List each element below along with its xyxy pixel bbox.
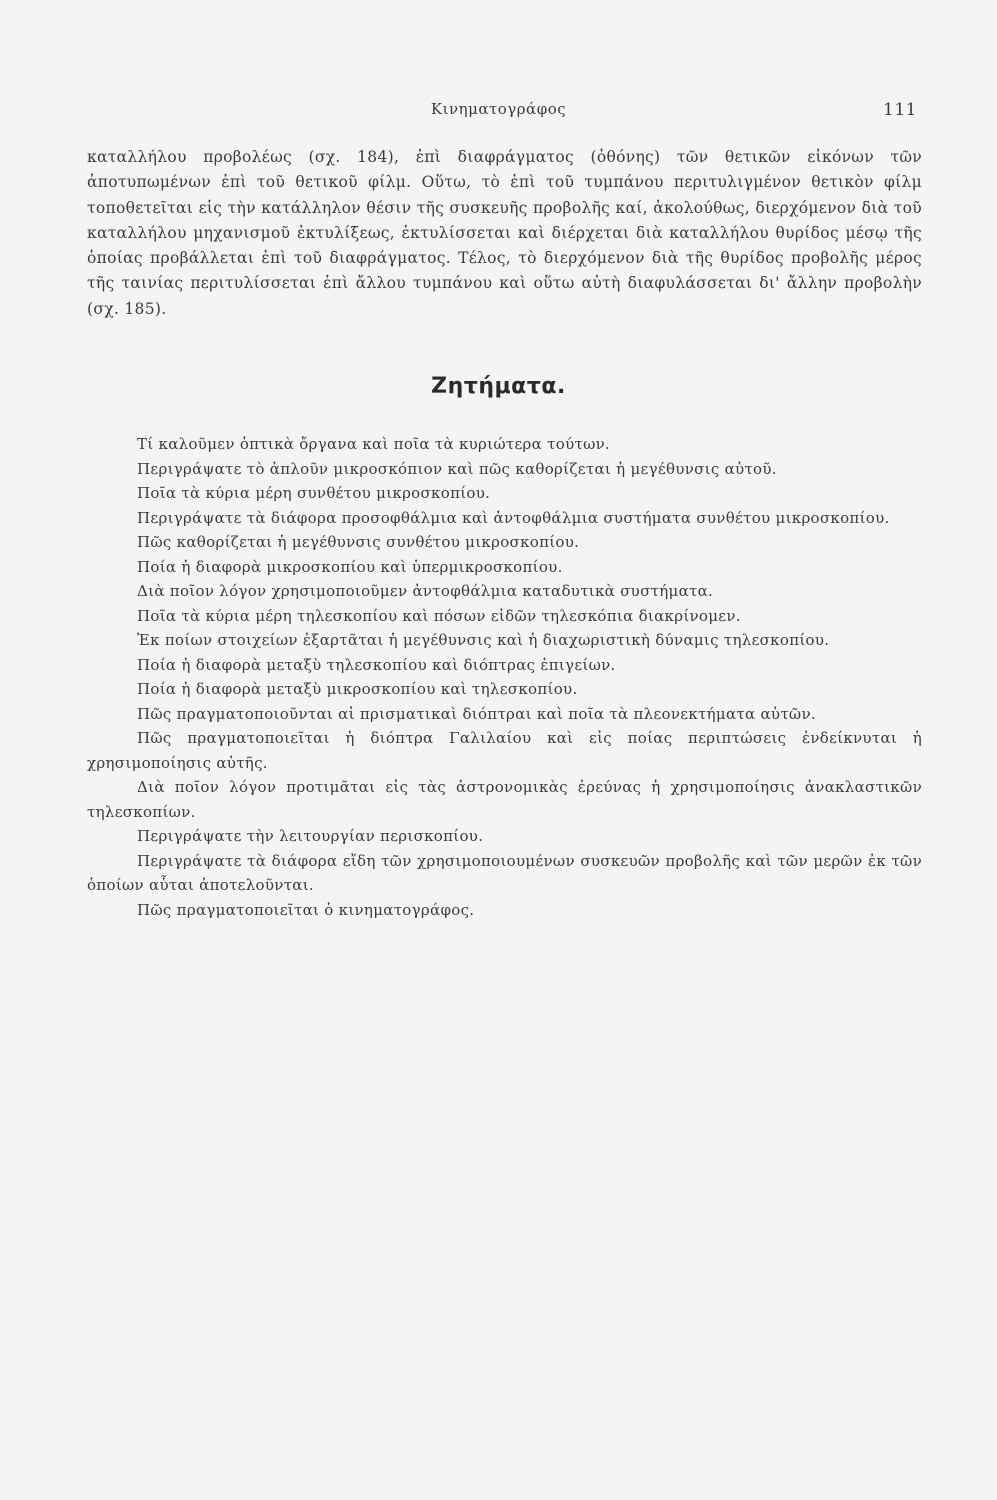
question-item: Περιγράψατε τὰ διάφορα εἴδη τῶν χρησιμοποιουμένων συσκευῶν προβολῆς καὶ τῶν μερῶν ἐκ τῶν ὁποίων αὗται ἀποτελοῦνται. (87, 851, 922, 894)
question-item: Περιγράψατε τὸ ἁπλοῦν μικροσκόπιον καὶ πῶς καθορίζεται ἡ μεγέθυνσις αὐτοῦ. (137, 459, 777, 478)
question-item: Ποία ἡ διαφορὰ μικροσκοπίου καὶ ὑπερμικροσκοπίου. (137, 557, 563, 576)
question-item: Διὰ ποῖον λόγον χρησιμοποιοῦμεν ἀντοφθάλμια καταδυτικὰ συστήματα. (137, 582, 714, 600)
question-item: Ποία ἡ διαφορὰ μεταξὺ τηλεσκοπίου καὶ διόπτρας ἐπιγείων. (137, 655, 616, 674)
running-title: Κινηματογράφος (430, 100, 567, 118)
questions-list (87, 432, 922, 922)
question-item: Πῶς πραγματοποιεῖται ὁ κινηματογράφος. (137, 900, 475, 919)
question-item: Πῶς πραγματοποιεῖται ἡ διόπτρα Γαλιλαίου καὶ εἰς ποίας περιπτώσεις ἐνδείκνυται ἡ χρησιμοποίησις αὐτῆς. (87, 729, 922, 772)
section-heading: Ζητήματα. (431, 374, 566, 399)
question-item: Περιγράψατε τὴν λειτουργίαν περισκοπίου. (137, 827, 484, 845)
question-item: Ἐκ ποίων στοιχείων ἐξαρτᾶται ἡ μεγέθυνσις καὶ ἡ διαχωριστικὴ δύναμις τηλεσκοπίου. (137, 631, 830, 649)
question-item: Ποία ἡ διαφορὰ μεταξὺ μικροσκοπίου καὶ τηλεσκοπίου. (137, 680, 578, 698)
question-item: Διὰ ποῖον λόγον προτιμᾶται εἰς τὰς ἀστρονομικὰς ἐρεύνας ἡ χρησιμοποίησις ἀνακλαστικῶν τηλεσκοπίων. (87, 778, 922, 821)
question-item: Ποῖα τὰ κύρια μέρη συνθέτου μικροσκοπίου. (137, 484, 491, 502)
question-item: Ποῖα τὰ κύρια μέρη τηλεσκοπίου καὶ πόσων εἰδῶν τηλεσκόπια διακρίνομεν. (137, 606, 741, 625)
body-paragraph: καταλλήλου προβολέως (σχ. 184), ἐπὶ διαφράγματος (ὀθόνης) τῶν θετικῶν εἰκόνων τῶν ἀποτυπωμένων ἐπὶ τοῦ θετικοῦ φίλμ. Οὕτω, τὸ ἐπὶ τοῦ τυμπάνου περιτυλιγμένον θετικὸν φίλμ τοποθετεῖται εἰς τὴν κατάλληλον θέσιν τῆς συσκευῆς προβολῆς καί, ἀκολούθως, διερχόμενον διὰ τοῦ καταλλήλου μηχανισμοῦ ἐκτυλίξεως, ἐκτυλίσσεται καὶ διέρχεται διὰ καταλλήλου θυρίδος μέσῳ τῆς ὁποίας προβάλλεται ἐπὶ τοῦ διαφράγματος. Τέλος, τὸ διερχόμενον διὰ τῆς θυρίδος προβολῆς μέρος τῆς ταινίας περιτυλίσσεται ἐπὶ ἄλλου τυμπάνου καὶ οὕτω αὐτὴ διαφυλάσσεται δι' ἄλλην προβολὴν (σχ. 185). (87, 148, 922, 318)
question-item: Πῶς καθορίζεται ἡ μεγέθυνσις συνθέτου μικροσκοπίου. (137, 533, 580, 551)
question-item: Τί καλοῦμεν ὀπτικὰ ὄργανα καὶ ποῖα τὰ κυριώτερα τούτων. (137, 435, 611, 453)
question-item: Πῶς πραγματοποιοῦνται αἱ πρισματικαὶ διόπτραι καὶ ποῖα τὰ πλεονεκτήματα αὐτῶν. (137, 704, 816, 723)
page-number: 111 (883, 100, 917, 120)
question-item: Περιγράψατε τὰ διάφορα προσοφθάλμια καὶ ἀντοφθάλμια συστήματα συνθέτου μικροσκοπίου. (137, 508, 890, 527)
